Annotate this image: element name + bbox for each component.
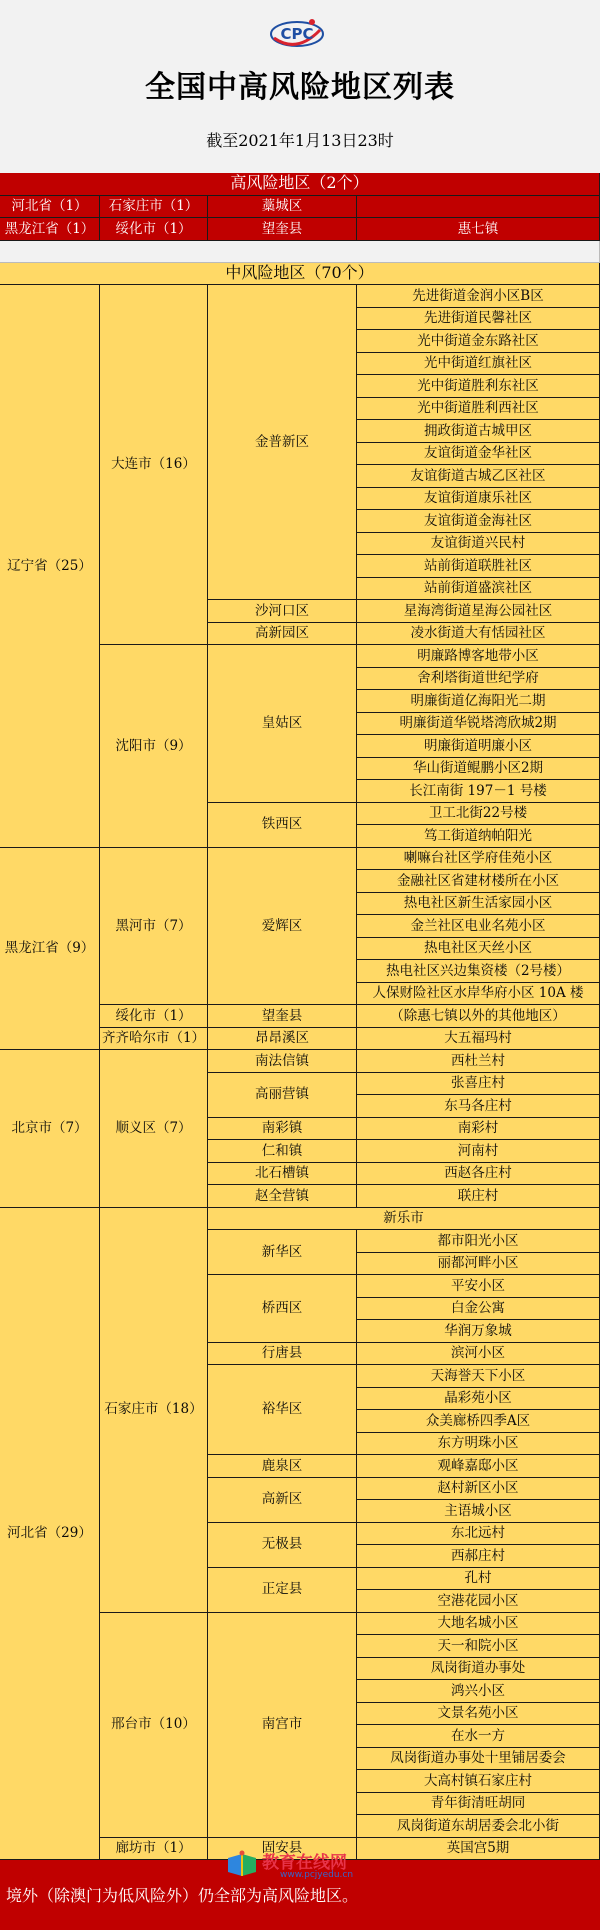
district-cell: 无极县 (208, 1523, 357, 1568)
community-cell: 友谊街道古城乙区社区 (357, 465, 600, 488)
community-cell: 凌水街道大有恬园社区 (357, 623, 600, 646)
page-title: 全国中高风险地区列表 (145, 70, 455, 105)
community-cell: 鸿兴小区 (357, 1680, 600, 1703)
province-cell: 辽宁省（25） (0, 285, 100, 848)
city-cell: 大连市（16） (100, 285, 208, 645)
city-cell: 绥化市（1） (100, 1005, 208, 1028)
community-cell: 东北远村 (357, 1523, 600, 1546)
district-cell: 高新园区 (208, 623, 357, 646)
community-cell: 南彩村 (357, 1118, 600, 1141)
watermark (226, 1848, 386, 1882)
community-cell: 人保财险社区水岸华府小区 10A 楼 (357, 983, 600, 1006)
community-cell: 都市阳光小区 (357, 1230, 600, 1253)
district-cell: 北石槽镇 (208, 1163, 357, 1186)
district-cell: 仁和镇 (208, 1140, 357, 1163)
city-cell: 沈阳市（9） (100, 645, 208, 848)
district-cell: 新乐市 (208, 1208, 600, 1231)
community-cell: 先进街道民馨社区 (357, 308, 600, 331)
district-cell: 沙河口区 (208, 600, 357, 623)
community-cell: 张喜庄村 (357, 1073, 600, 1096)
footer-note: 境外（除澳门为低风险外）仍全部为高风险地区。 (6, 1886, 359, 1905)
community-cell: 金兰社区电业名苑小区 (357, 915, 600, 938)
high-risk-district: 藁城区 (208, 196, 357, 219)
community-cell: 天一和院小区 (357, 1635, 600, 1658)
community-cell: 联庄村 (357, 1185, 600, 1208)
community-cell: 明廉街道亿海阳光二期 (357, 690, 600, 713)
community-cell: 观峰嘉邸小区 (357, 1455, 600, 1478)
city-cell: 顺义区（7） (100, 1050, 208, 1208)
community-cell: 大高村镇石家庄村 (357, 1770, 600, 1793)
community-cell: 西杜兰村 (357, 1050, 600, 1073)
community-cell: 站前街道盛滨社区 (357, 578, 600, 601)
medium-risk-heading: 中风险地区（70个） (0, 263, 600, 286)
community-cell: 卫工北街22号楼 (357, 803, 600, 826)
watermark-book-icon (226, 1850, 258, 1878)
community-cell: 大五福玛村 (357, 1028, 600, 1051)
community-cell: 凤岗街道办事处十里铺居委会 (357, 1748, 600, 1771)
district-cell: 桥西区 (208, 1275, 357, 1343)
province-cell: 北京市（7） (0, 1050, 100, 1208)
community-cell: 笃工街道纳帕阳光 (357, 825, 600, 848)
high-risk-province: 黑龙江省（1） (0, 218, 100, 241)
city-cell: 廊坊市（1） (100, 1838, 208, 1861)
district-cell: 鹿泉区 (208, 1455, 357, 1478)
community-cell: 友谊街道康乐社区 (357, 488, 600, 511)
district-cell: 皇姑区 (208, 645, 357, 803)
community-cell: 光中街道红旗社区 (357, 353, 600, 376)
district-cell: 高丽营镇 (208, 1073, 357, 1118)
community-cell: 赵村新区小区 (357, 1478, 600, 1501)
community-cell: 光中街道胜利西社区 (357, 398, 600, 421)
district-cell: 铁西区 (208, 803, 357, 848)
district-cell: 南法信镇 (208, 1050, 357, 1073)
district-cell: 固安县 (208, 1838, 357, 1861)
community-cell: 先进街道金润小区B区 (357, 285, 600, 308)
community-cell: 金融社区省建材楼所在小区 (357, 870, 600, 893)
community-cell: 文景名苑小区 (357, 1703, 600, 1726)
community-cell: 孔村 (357, 1568, 600, 1591)
district-cell: 正定县 (208, 1568, 357, 1613)
community-cell: 晶彩苑小区 (357, 1388, 600, 1411)
community-cell: 凤岗街道办事处 (357, 1658, 600, 1681)
community-cell: 白金公寓 (357, 1298, 600, 1321)
community-cell: 河南村 (357, 1140, 600, 1163)
city-cell: 石家庄市（18） (100, 1208, 208, 1613)
city-cell: 黑河市（7） (100, 848, 208, 1006)
community-cell: 西赵各庄村 (357, 1163, 600, 1186)
high-risk-street: 惠七镇 (357, 218, 600, 241)
high-risk-city: 石家庄市（1） (100, 196, 208, 219)
district-cell: 新华区 (208, 1230, 357, 1275)
svg-text:CPC: CPC (280, 25, 314, 43)
community-cell: 友谊街道兴民村 (357, 533, 600, 556)
community-cell: 明廉街道华锐塔湾欣城2期 (357, 713, 600, 736)
district-cell: 高新区 (208, 1478, 357, 1523)
watermark-url: www.pcjyedu.cn (280, 1870, 354, 1880)
community-cell: 热电社区新生活家园小区 (357, 893, 600, 916)
community-cell: 众美廊桥四季A区 (357, 1410, 600, 1433)
community-cell: 光中街道金东路社区 (357, 330, 600, 353)
district-cell: 南彩镇 (208, 1118, 357, 1141)
community-cell: 主语城小区 (357, 1500, 600, 1523)
district-cell: 爱辉区 (208, 848, 357, 1006)
community-cell: （除惠七镇以外的其他地区） (357, 1005, 600, 1028)
community-cell: 星海湾街道星海公园社区 (357, 600, 600, 623)
community-cell: 喇嘛台社区学府佳苑小区 (357, 848, 600, 871)
district-cell: 昂昂溪区 (208, 1028, 357, 1051)
community-cell: 长江南街 197－1 号楼 (357, 780, 600, 803)
city-cell: 齐齐哈尔市（1） (100, 1028, 208, 1051)
high-risk-district: 望奎县 (208, 218, 357, 241)
province-cell: 黑龙江省（9） (0, 848, 100, 1051)
community-cell: 东马各庄村 (357, 1095, 600, 1118)
section-spacer (0, 241, 600, 263)
community-cell: 光中街道胜利东社区 (357, 375, 600, 398)
community-cell: 凤岗街道东胡居委会北小街 (357, 1815, 600, 1838)
district-cell: 行唐县 (208, 1343, 357, 1366)
community-cell: 热电社区天丝小区 (357, 938, 600, 961)
community-cell: 丽都河畔小区 (357, 1253, 600, 1276)
community-cell: 明廉路博客地带小区 (357, 645, 600, 668)
district-cell: 赵全营镇 (208, 1185, 357, 1208)
watermark-text: 教育在线网 (262, 1853, 347, 1873)
community-cell: 友谊街道金华社区 (357, 443, 600, 466)
community-cell: 空港花园小区 (357, 1590, 600, 1613)
community-cell: 东方明珠小区 (357, 1433, 600, 1456)
community-cell: 舍利塔街道世纪学府 (357, 668, 600, 691)
community-cell: 大地名城小区 (357, 1613, 600, 1636)
page-subtitle: 截至2021年1月13日23时 (206, 131, 394, 150)
district-cell: 南宫市 (208, 1613, 357, 1838)
community-cell: 平安小区 (357, 1275, 600, 1298)
community-cell: 友谊街道金海社区 (357, 510, 600, 533)
high-risk-province: 河北省（1） (0, 196, 100, 219)
district-cell: 金普新区 (208, 285, 357, 600)
community-cell: 站前街道联胜社区 (357, 555, 600, 578)
province-cell: 河北省（29） (0, 1208, 100, 1861)
community-cell: 滨河小区 (357, 1343, 600, 1366)
district-cell: 望奎县 (208, 1005, 357, 1028)
high-risk-city: 绥化市（1） (100, 218, 208, 241)
city-cell: 邢台市（10） (100, 1613, 208, 1838)
community-cell: 华山街道鲲鹏小区2期 (357, 758, 600, 781)
high-risk-street (357, 196, 600, 219)
community-cell: 西郝庄村 (357, 1545, 600, 1568)
community-cell: 英国宫5期 (357, 1838, 600, 1861)
community-cell: 拥政街道古城甲区 (357, 420, 600, 443)
community-cell: 华润万象城 (357, 1320, 600, 1343)
district-cell: 裕华区 (208, 1365, 357, 1455)
community-cell: 天海誉天下小区 (357, 1365, 600, 1388)
community-cell: 青年街清旺胡同 (357, 1793, 600, 1816)
high-risk-heading: 高风险地区（2个） (0, 173, 600, 196)
community-cell: 明廉街道明廉小区 (357, 735, 600, 758)
community-cell: 热电社区兴边集资楼（2号楼） (357, 960, 600, 983)
community-cell: 在水一方 (357, 1725, 600, 1748)
